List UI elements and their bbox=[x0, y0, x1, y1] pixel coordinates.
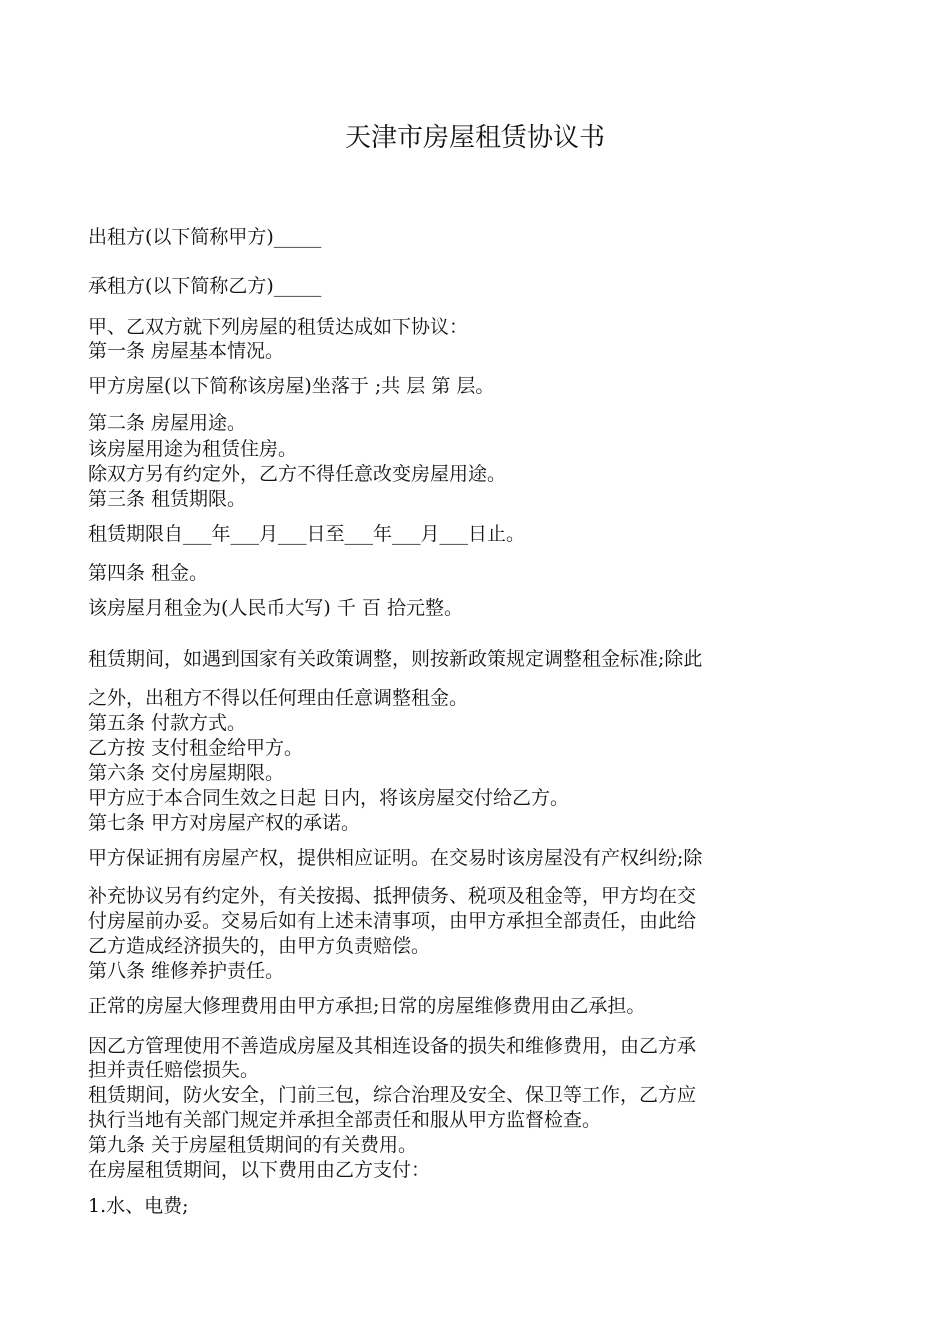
article-7-text-3: 付房屋前办妥。交易后如有上述未清事项，由甲方承担全部责任，由此给 bbox=[88, 910, 697, 932]
article-8-text-5: 执行当地有关部门规定并承担全部责任和服从甲方监督检查。 bbox=[88, 1109, 602, 1131]
article-1-text: 甲方房屋(以下简称该房屋)坐落于 ;共 层 第 层。 bbox=[88, 375, 495, 397]
article-2-text-1: 该房屋用途为租赁住房。 bbox=[88, 438, 298, 460]
article-6-text: 甲方应于本合同生效之日起 日内，将该房屋交付给乙方。 bbox=[88, 787, 570, 809]
article-7-heading: 第七条 甲方对房屋产权的承诺。 bbox=[88, 812, 361, 834]
article-7-text-2: 补充协议另有约定外，有关按揭、抵押债务、税项及租金等，甲方均在交 bbox=[88, 885, 697, 907]
article-4-text-1: 该房屋月租金为(人民币大写) 千 百 拾元整。 bbox=[88, 597, 463, 619]
party-a-line: 出租方(以下简称甲方)_____ bbox=[88, 226, 322, 248]
article-3-heading: 第三条 租赁期限。 bbox=[88, 488, 247, 510]
article-5-text: 乙方按 支付租金给甲方。 bbox=[88, 737, 304, 759]
article-6-heading: 第六条 交付房屋期限。 bbox=[88, 762, 285, 784]
article-3-text: 租赁期限自___年___月___日至___年___月___日止。 bbox=[88, 523, 526, 545]
article-2-heading: 第二条 房屋用途。 bbox=[88, 412, 247, 434]
party-b-line: 承租方(以下简称乙方)_____ bbox=[88, 275, 322, 297]
article-4-heading: 第四条 租金。 bbox=[88, 562, 209, 584]
article-8-text-2: 因乙方管理使用不善造成房屋及其相连设备的损失和维修费用，由乙方承 bbox=[88, 1035, 697, 1057]
article-2-text-2: 除双方另有约定外，乙方不得任意改变房屋用途。 bbox=[88, 463, 507, 485]
article-8-text-3: 担并责任赔偿损失。 bbox=[88, 1059, 260, 1081]
agreement-intro: 甲、乙双方就下列房屋的租赁达成如下协议： bbox=[88, 316, 469, 338]
article-9-heading: 第九条 关于房屋租赁期间的有关费用。 bbox=[88, 1134, 418, 1156]
article-8-heading: 第八条 维修养护责任。 bbox=[88, 960, 285, 982]
article-1-heading: 第一条 房屋基本情况。 bbox=[88, 340, 285, 362]
article-4-text-2: 租赁期间，如遇到国家有关政策调整，则按新政策规定调整租金标准;除此 bbox=[88, 648, 703, 670]
article-9-item-1: 1.水、电费; bbox=[88, 1195, 189, 1217]
article-8-text-1: 正常的房屋大修理费用由甲方承担;日常的房屋维修费用由乙承担。 bbox=[88, 995, 646, 1017]
article-7-text-4: 乙方造成经济损失的，由甲方负责赔偿。 bbox=[88, 935, 431, 957]
article-5-heading: 第五条 付款方式。 bbox=[88, 712, 247, 734]
article-4-text-3: 之外，出租方不得以任何理由任意调整租金。 bbox=[88, 687, 469, 709]
article-9-text-1: 在房屋租赁期间，以下费用由乙方支付： bbox=[88, 1159, 431, 1181]
article-8-text-4: 租赁期间，防火安全，门前三包，综合治理及安全、保卫等工作，乙方应 bbox=[88, 1084, 697, 1106]
article-7-text-1: 甲方保证拥有房屋产权，提供相应证明。在交易时该房屋没有产权纠纷;除 bbox=[88, 847, 703, 869]
document-title: 天津市房屋租赁协议书 bbox=[344, 123, 605, 153]
